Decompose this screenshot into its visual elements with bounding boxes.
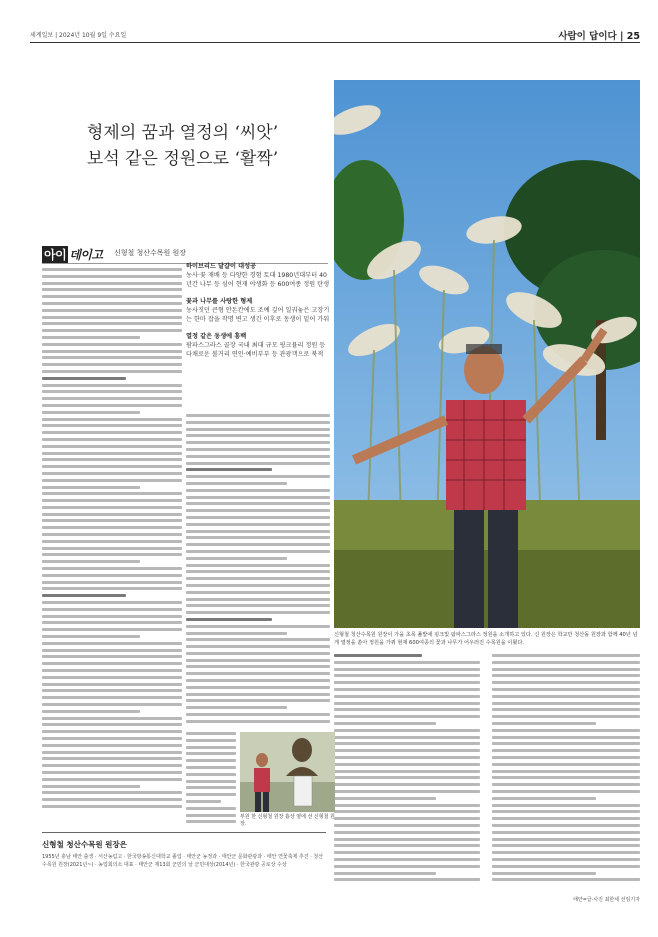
text-line xyxy=(42,628,182,631)
text-line xyxy=(186,739,236,742)
text-line xyxy=(42,621,182,624)
text-line xyxy=(42,356,182,359)
text-line xyxy=(186,679,330,682)
text-line xyxy=(334,783,480,786)
text-line xyxy=(42,506,182,509)
text-line xyxy=(42,445,182,448)
text-line xyxy=(334,865,480,868)
text-line xyxy=(492,770,640,773)
text-line xyxy=(42,519,182,522)
text-line xyxy=(42,533,182,536)
text-line xyxy=(42,669,182,672)
text-line xyxy=(334,742,480,745)
article-headline xyxy=(40,120,325,172)
text-line xyxy=(334,661,480,664)
text-line xyxy=(42,486,140,489)
text-line xyxy=(42,723,182,726)
text-line xyxy=(186,800,221,803)
text-line xyxy=(492,654,640,657)
text-line xyxy=(42,316,182,319)
reporter-credit: 태안=글·사진 최한세 선임기자 xyxy=(573,897,640,903)
publication-date: 세계일보 | 2024년 10월 9일 수요일 xyxy=(30,32,127,39)
text-line xyxy=(186,516,330,519)
text-line xyxy=(492,817,640,820)
text-line xyxy=(42,438,182,441)
text-line xyxy=(42,499,182,502)
text-line xyxy=(334,776,480,779)
text-line xyxy=(186,421,330,424)
text-line xyxy=(42,581,182,584)
body-column-3 xyxy=(334,654,480,890)
text-line xyxy=(186,693,330,696)
text-line xyxy=(42,574,182,577)
profile-text: 1955년 충남 태안 출생 · 서산농림고 · 한국방송통신대학교 졸업 · 태안군 농정과 · 태안군 문화관광과 · 태안 연꽃축제 추진 · 청산수목원 원장(2021년~) · 농업회의소 대표 · 태안군 제13회 군민의 날 군민대상(2014년) · 한국관광 공로상 수상 xyxy=(42,854,324,868)
text-line xyxy=(492,872,596,875)
text-line xyxy=(42,737,182,740)
text-line xyxy=(42,418,182,421)
text-line xyxy=(42,655,182,658)
text-line xyxy=(334,708,480,711)
profile-title: 신형철 청산수목원 원장은 xyxy=(42,840,127,849)
text-line xyxy=(186,807,236,810)
text-line xyxy=(42,594,126,597)
text-line xyxy=(42,404,182,407)
text-line xyxy=(334,872,436,875)
text-line xyxy=(186,713,330,716)
text-line xyxy=(186,625,330,628)
text-line xyxy=(492,824,640,827)
text-line xyxy=(42,635,140,638)
text-line xyxy=(186,793,236,796)
text-line xyxy=(492,804,640,807)
text-line xyxy=(186,732,236,735)
text-line xyxy=(186,638,330,641)
text-line xyxy=(42,553,182,556)
text-line xyxy=(42,302,182,305)
text-line xyxy=(334,763,480,766)
text-line xyxy=(492,668,640,671)
text-line xyxy=(186,618,272,621)
text-line xyxy=(42,601,182,604)
text-line xyxy=(186,820,236,823)
text-line xyxy=(186,659,330,662)
text-line xyxy=(42,370,182,373)
text-line xyxy=(42,785,140,788)
text-line xyxy=(334,858,480,861)
text-line xyxy=(492,681,640,684)
text-line xyxy=(186,509,330,512)
text-line xyxy=(334,695,480,698)
highlight-item: 꽃과 나무를 사랑한 형제 농사짓던 큰형 안돈칸에도 조예 깊어 일궈놓은 고장기는 한마 잡을 작명 변고 생긴 이후로 동생이 밑어 가워 xyxy=(186,298,330,323)
text-line xyxy=(186,665,330,668)
text-line xyxy=(186,550,330,553)
text-line xyxy=(334,810,480,813)
text-line xyxy=(186,611,330,614)
text-line xyxy=(334,688,480,691)
text-line xyxy=(42,465,182,468)
text-line xyxy=(186,564,330,567)
body-column-2 xyxy=(186,414,330,728)
text-line xyxy=(42,717,182,720)
text-line xyxy=(492,810,640,813)
text-line xyxy=(42,431,182,434)
column-badge xyxy=(42,246,328,262)
text-line xyxy=(492,838,640,841)
text-line xyxy=(334,790,480,793)
text-line xyxy=(42,662,182,665)
text-line xyxy=(42,472,182,475)
text-line xyxy=(186,502,330,505)
text-line xyxy=(42,587,182,590)
text-line xyxy=(42,526,182,529)
body-column-4 xyxy=(492,654,640,890)
inset-caption: 부원 한 신형철 원장 흉상 옆에 선 신형철 원장. xyxy=(240,814,335,827)
text-line xyxy=(186,759,236,762)
text-line xyxy=(42,649,182,652)
text-line xyxy=(186,482,287,485)
text-line xyxy=(492,790,640,793)
text-line xyxy=(492,783,640,786)
text-line xyxy=(334,736,480,739)
text-line xyxy=(42,547,182,550)
text-line xyxy=(492,776,640,779)
text-line xyxy=(42,424,182,427)
text-line xyxy=(492,831,640,834)
text-line xyxy=(492,702,640,705)
text-line xyxy=(186,699,330,702)
text-line xyxy=(42,452,182,455)
text-line xyxy=(42,363,182,366)
bust-statue-illustration xyxy=(240,732,335,812)
text-line xyxy=(186,746,236,749)
text-line xyxy=(492,865,640,868)
text-line xyxy=(334,681,480,684)
text-line xyxy=(492,722,596,725)
text-line xyxy=(186,434,330,437)
section-title: 사람이 답이다 | 25 xyxy=(558,31,640,42)
text-line xyxy=(492,878,640,881)
text-line xyxy=(186,598,330,601)
text-line xyxy=(42,336,140,339)
text-line xyxy=(186,455,330,458)
text-line xyxy=(334,797,436,800)
text-line xyxy=(492,749,640,752)
text-line xyxy=(492,708,640,711)
text-line xyxy=(186,530,330,533)
profile-box xyxy=(42,832,326,888)
text-line xyxy=(334,722,436,725)
text-line xyxy=(186,468,272,471)
text-line xyxy=(334,804,480,807)
column-logo: 아이 데이고 xyxy=(44,248,103,262)
text-line xyxy=(492,715,640,718)
text-line xyxy=(186,489,330,492)
text-line xyxy=(186,543,330,546)
text-line xyxy=(186,475,330,478)
text-line xyxy=(186,632,287,635)
text-line xyxy=(42,805,182,808)
text-line xyxy=(42,567,182,570)
text-line xyxy=(186,414,330,417)
highlight-item: 하이브리드 달걀이 대성공 농사·꽃 재배 등 다양한 경험 토대 1980년대부터 40년간 나무 등 심어 현재 야생화 등 600여종 정원 탄생 xyxy=(186,263,330,288)
text-line xyxy=(42,343,182,346)
text-line xyxy=(42,322,182,325)
text-line xyxy=(42,703,182,706)
text-line xyxy=(492,695,640,698)
text-line xyxy=(42,744,182,747)
text-line xyxy=(42,798,182,801)
text-line xyxy=(186,496,330,499)
text-line xyxy=(334,838,480,841)
text-line xyxy=(42,309,182,312)
text-line xyxy=(186,786,236,789)
text-line xyxy=(42,642,182,645)
text-line xyxy=(492,756,640,759)
text-line xyxy=(186,604,330,607)
text-line xyxy=(42,479,182,482)
text-line xyxy=(186,584,330,587)
text-line xyxy=(186,523,330,526)
text-line xyxy=(42,778,182,781)
text-line xyxy=(492,858,640,861)
text-line xyxy=(186,672,330,675)
text-line xyxy=(186,557,287,560)
text-line xyxy=(334,878,480,881)
text-line xyxy=(42,390,182,393)
body-column-2-lower xyxy=(186,732,236,828)
text-line xyxy=(186,720,330,723)
text-line xyxy=(42,791,182,794)
text-line xyxy=(42,268,182,271)
text-line xyxy=(186,706,287,709)
text-line xyxy=(334,844,480,847)
garden-portrait-illustration xyxy=(334,80,640,628)
text-line xyxy=(334,668,480,671)
text-line xyxy=(42,377,126,380)
text-line xyxy=(42,771,182,774)
text-line xyxy=(42,696,182,699)
text-line xyxy=(492,736,640,739)
text-line xyxy=(42,683,182,686)
headline-line-1: 형제의 꿈과 열정의 ‘씨앗’ xyxy=(86,123,279,143)
text-line xyxy=(186,766,236,769)
text-line xyxy=(42,615,182,618)
text-line xyxy=(334,851,480,854)
text-line xyxy=(42,730,182,733)
text-line xyxy=(42,492,182,495)
main-photo xyxy=(334,80,640,628)
text-line xyxy=(186,577,330,580)
text-line xyxy=(186,686,330,689)
text-line xyxy=(492,674,640,677)
text-line xyxy=(492,729,640,732)
text-line xyxy=(42,350,182,353)
text-line xyxy=(42,458,182,461)
text-line xyxy=(492,851,640,854)
text-line xyxy=(42,751,182,754)
headline-line-2: 보석 같은 정원으로 ‘활짝’ xyxy=(86,149,279,169)
text-line xyxy=(492,763,640,766)
text-line xyxy=(42,397,182,400)
text-line xyxy=(334,749,480,752)
text-line xyxy=(42,689,182,692)
text-line xyxy=(492,797,596,800)
text-line xyxy=(42,411,140,414)
text-line xyxy=(186,814,236,817)
text-line xyxy=(334,831,480,834)
photo-caption: 신형철 청산수목원 원장이 가을 초목 풀밭에 핑크빛 팜파스그라스 정원을 소개하고 있다. 신 원장은 학교만 청산돌 원장과 함께 40년 넘게 열정을 쏟아 정원을 가꿔 현재 600여종의 꽃과 나무가 어우러진 수목원을 이뤘다. xyxy=(334,632,638,646)
text-line xyxy=(42,608,182,611)
text-line xyxy=(186,448,330,451)
text-line xyxy=(334,756,480,759)
text-line xyxy=(42,676,182,679)
text-line xyxy=(42,295,182,298)
text-line xyxy=(42,384,182,387)
text-line xyxy=(186,536,330,539)
text-line xyxy=(186,780,236,783)
text-line xyxy=(334,654,422,657)
text-line xyxy=(186,570,330,573)
text-line xyxy=(186,652,330,655)
text-line xyxy=(42,540,182,543)
inset-photo xyxy=(240,732,335,812)
text-line xyxy=(42,275,182,278)
byline: 신형철 청산수목원 원장 xyxy=(114,249,187,257)
text-line xyxy=(186,462,330,465)
text-line xyxy=(334,674,480,677)
text-line xyxy=(334,715,480,718)
text-line xyxy=(186,645,330,648)
text-line xyxy=(42,764,182,767)
text-line xyxy=(42,757,182,760)
highlight-item: 열정 같은 동생에 흥백 팜파스그라스 골장 국내 최대 규모 핑크뮬리 정원 등 다채로운 볼거리 연인·예비부부 등 관광객으로 북적 xyxy=(186,333,326,358)
text-line xyxy=(42,288,182,291)
text-line xyxy=(492,844,640,847)
text-line xyxy=(186,441,330,444)
header-rule xyxy=(30,42,640,43)
body-column-1 xyxy=(42,268,182,828)
text-line xyxy=(186,773,236,776)
text-line xyxy=(492,742,640,745)
text-line xyxy=(334,824,480,827)
text-line xyxy=(42,710,140,713)
highlights-box xyxy=(186,262,330,367)
text-line xyxy=(334,817,480,820)
text-line xyxy=(42,329,182,332)
text-line xyxy=(186,591,330,594)
text-line xyxy=(334,702,480,705)
text-line xyxy=(186,752,236,755)
text-line xyxy=(334,729,480,732)
text-line xyxy=(186,428,330,431)
text-line xyxy=(492,688,640,691)
text-line xyxy=(42,282,182,285)
text-line xyxy=(42,560,140,563)
text-line xyxy=(334,770,480,773)
text-line xyxy=(42,513,182,516)
text-line xyxy=(492,661,640,664)
